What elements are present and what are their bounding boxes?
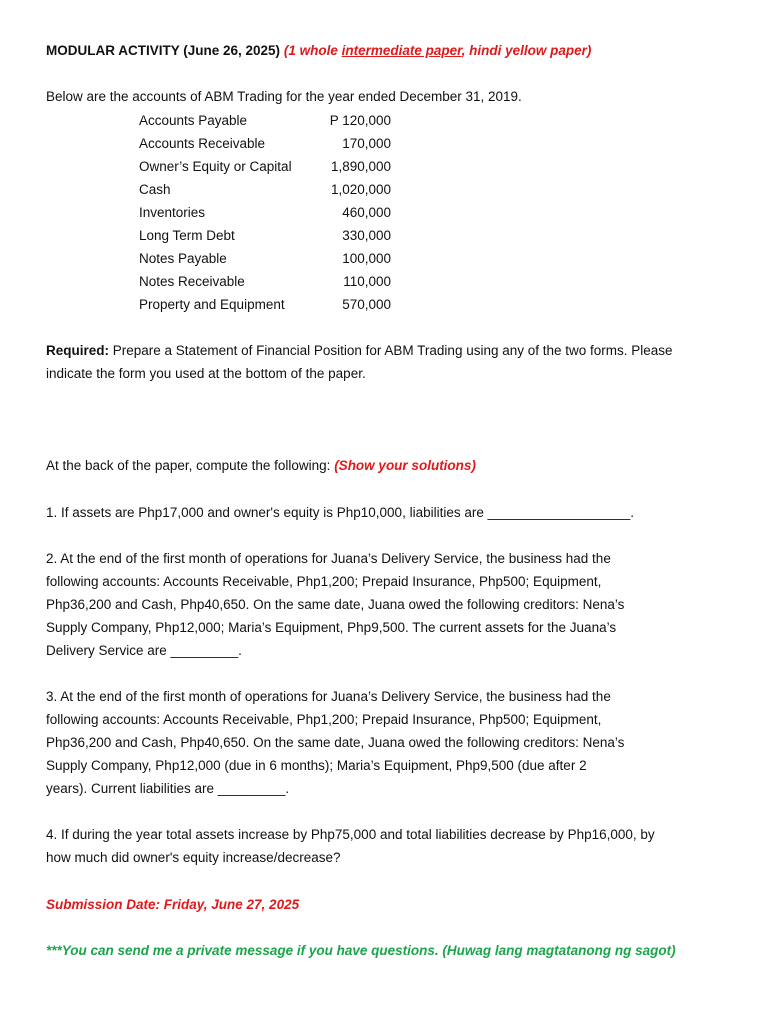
show-solutions-note: (Show your solutions): [334, 458, 476, 473]
account-name: Notes Receivable: [139, 274, 245, 289]
paper-note: [284, 43, 592, 58]
question-3-line: 3. At the end of the first month of operations for Juana’s Delivery Service, the business had the: [46, 689, 611, 704]
question-3-line: years). Current liabilities are _________.: [46, 781, 290, 796]
account-amount: 1,890,000: [330, 159, 391, 174]
question-2-line: Supply Company, Php12,000; Maria’s Equipment, Php9,500. The current assets for the Juana’s: [46, 620, 617, 635]
question-4-line: 4. If during the year total assets increase by Php75,000 and total liabilities decrease by Php16,000, by: [46, 827, 655, 842]
required-text: Prepare a Statement of Financial Position for ABM Trading using any of the two forms. Please: [109, 343, 673, 358]
account-name: Notes Payable: [139, 251, 227, 266]
account-name: Accounts Payable: [139, 113, 248, 128]
account-name: Property and Equipment: [139, 297, 285, 312]
account-amount: 330,000: [342, 228, 391, 243]
question-4-line: how much did owner's equity increase/decrease?: [46, 850, 341, 865]
account-name: Cash: [139, 182, 171, 197]
question-1: 1. If assets are Php17,000 and owner's equity is Php10,000, liabilities are ___________________.: [46, 505, 635, 520]
question-3-line: following accounts: Accounts Receivable, Php1,200; Prepaid Insurance, Php500; Equipment,: [46, 712, 602, 727]
account-amount: 1,020,000: [330, 182, 391, 197]
question-2-line: Php36,200 and Cash, Php40,650. On the same date, Juana owed the following creditors: Nena’s: [46, 597, 625, 612]
account-name: Accounts Receivable: [139, 136, 266, 151]
paper-note-open: (1 whole: [283, 43, 342, 58]
required-line-2: indicate the form you used at the bottom of the paper.: [46, 366, 366, 381]
account-amount: 570,000: [342, 297, 391, 312]
submission-date: Submission Date: Friday, June 27, 2025: [46, 897, 300, 912]
account-name: Inventories: [139, 205, 206, 220]
back-text: At the back of the paper, compute the following:: [46, 458, 335, 473]
account-amount: 460,000: [342, 205, 391, 220]
paper-note-close: , hindi yellow paper): [461, 43, 592, 58]
account-amount: 100,000: [342, 251, 391, 266]
required-line-1: [46, 343, 673, 359]
account-amount: 170,000: [342, 136, 391, 151]
intro-text: Below are the accounts of ABM Trading for the year ended December 31, 2019.: [46, 89, 522, 104]
contact-note: ***You can send me a private message if you have questions. (Huwag lang magtatanong ng sagot): [46, 943, 676, 958]
question-2-line: Delivery Service are _________.: [46, 643, 242, 658]
question-3-line: Php36,200 and Cash, Php40,650. On the same date, Juana owed the following creditors: Nena’s: [46, 735, 625, 750]
back-instruction: [46, 458, 476, 474]
question-2-line: following accounts: Accounts Receivable, Php1,200; Prepaid Insurance, Php500; Equipment,: [46, 574, 602, 589]
required-label: Required:: [46, 343, 110, 358]
account-name: Owner’s Equity or Capital: [139, 159, 292, 174]
question-2-line: 2. At the end of the first month of operations for Juana’s Delivery Service, the business had the: [46, 551, 611, 566]
account-amount: 110,000: [343, 274, 391, 289]
activity-title: MODULAR ACTIVITY (June 26, 2025): [46, 43, 281, 58]
question-3-line: Supply Company, Php12,000 (due in 6 months); Maria’s Equipment, Php9,500 (due after 2: [46, 758, 587, 773]
paper-note-underlined: intermediate paper: [341, 43, 462, 58]
activity-header: [46, 43, 591, 59]
account-amount: P 120,000: [329, 113, 391, 128]
account-name: Long Term Debt: [139, 228, 235, 243]
